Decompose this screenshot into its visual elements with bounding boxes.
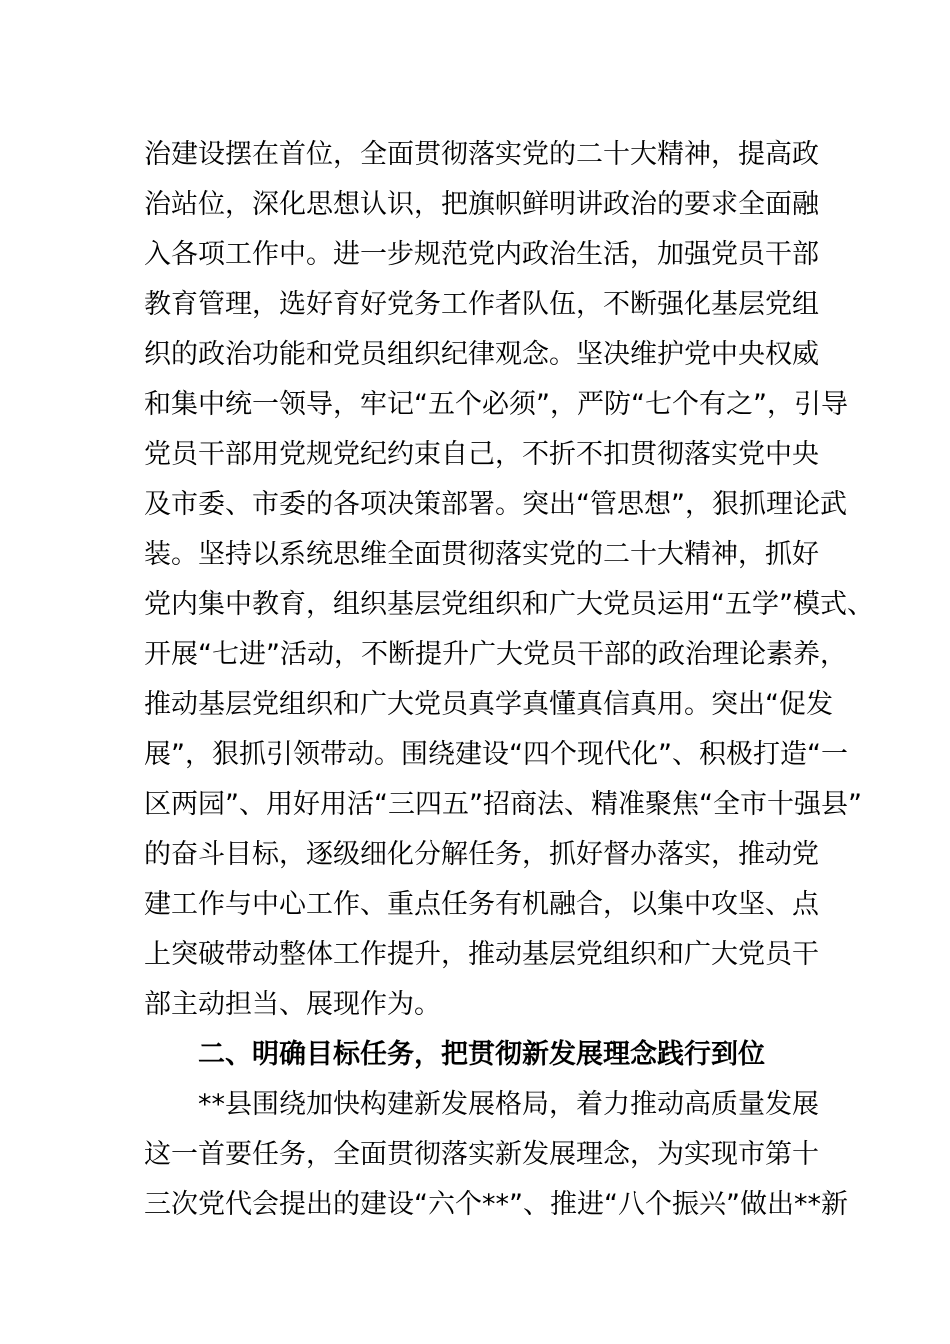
paragraph-line: 的奋斗目标，逐级细化分解任务，抓好督办落实，推动党 xyxy=(144,839,819,870)
section-heading: 二、明确目标任务，把贯彻新发展理念践行到位 xyxy=(198,1039,765,1070)
paragraph-line: 展”，狠抓引领带动。围绕建设“四个现代化”、积极打造“一 xyxy=(144,739,848,770)
paragraph-line: **县围绕加快构建新发展格局，着力推动高质量发展 xyxy=(198,1089,819,1120)
paragraph-line: 治站位，深化思想认识，把旗帜鲜明讲政治的要求全面融 xyxy=(144,189,819,220)
paragraph-line: 区两园”、用好用活“三四五”招商法、精准聚焦“全市十强县” xyxy=(144,789,862,820)
document-body xyxy=(144,130,874,1230)
paragraph-line: 装。坚持以系统思维全面贯彻落实党的二十大精神，抓好 xyxy=(144,539,819,570)
paragraph-line: 党员干部用党规党纪约束自己，不折不扣贯彻落实党中央 xyxy=(144,439,819,470)
paragraph-line: 织的政治功能和党员组织纪律观念。坚决维护党中央权威 xyxy=(144,339,819,370)
paragraph-line: 上突破带动整体工作提升，推动基层党组织和广大党员干 xyxy=(144,939,819,970)
paragraph-line: 入各项工作中。进一步规范党内政治生活，加强党员干部 xyxy=(144,239,819,270)
paragraph-line: 开展“七进”活动，不断提升广大党员干部的政治理论素养， xyxy=(144,639,847,670)
paragraph-line: 及市委、市委的各项决策部署。突出“管思想”，狠抓理论武 xyxy=(144,489,847,520)
paragraph-line: 这一首要任务，全面贯彻落实新发展理念，为实现市第十 xyxy=(144,1139,819,1170)
paragraph-line: 部主动担当、展现作为。 xyxy=(144,989,441,1020)
paragraph-line: 建工作与中心工作、重点任务有机融合，以集中攻坚、点 xyxy=(144,889,819,920)
paragraph-line: 和集中统一领导，牢记“五个必须”，严防“七个有之”，引导 xyxy=(144,389,848,420)
paragraph-line: 治建设摆在首位，全面贯彻落实党的二十大精神，提高政 xyxy=(144,139,819,170)
paragraph-line: 三次党代会提出的建设“六个**”、推进“八个振兴”做出**新 xyxy=(144,1189,848,1220)
paragraph-line: 推动基层党组织和广大党员真学真懂真信真用。突出“促发 xyxy=(144,689,833,720)
paragraph-line: 教育管理，选好育好党务工作者队伍，不断强化基层党组 xyxy=(144,289,819,320)
paragraph-line: 党内集中教育，组织基层党组织和广大党员运用“五学”模式、 xyxy=(144,589,874,620)
